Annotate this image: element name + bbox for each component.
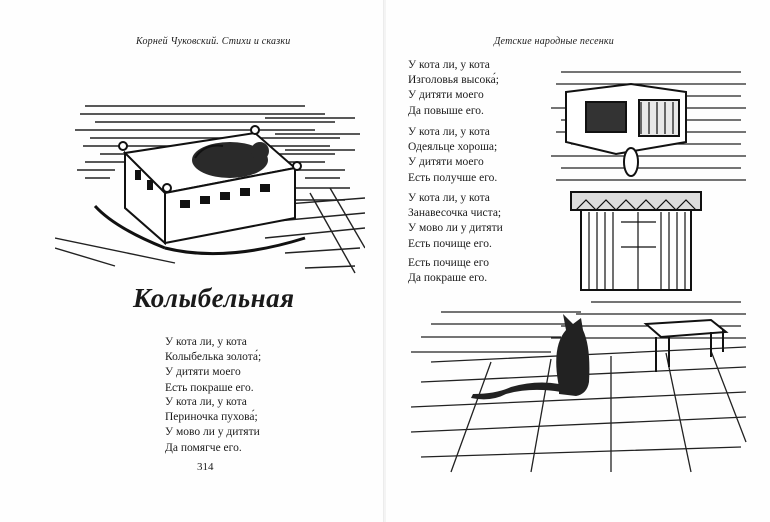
verse-line: У мово ли у дитяти <box>165 426 260 439</box>
verse-line: У мово ли у дитяти <box>408 222 503 235</box>
verse-line: У дитяти моего <box>408 89 484 102</box>
cradle-illustration <box>55 88 365 278</box>
verse-line: У дитяти моего <box>408 156 484 169</box>
verse-line: У кота ли, у кота <box>408 192 490 204</box>
verse-line: У кота ли, у кота <box>165 336 247 348</box>
verse-line: Занавесочка чиста; <box>408 207 502 220</box>
right-running-head: Детские народные песенки <box>494 36 614 47</box>
verse-line: У кота ли, у кота <box>408 126 490 138</box>
verse-line: Изголовья высока́; <box>408 74 499 87</box>
verse-line: Одеяльце хороша; <box>408 141 498 154</box>
verse-line: Есть почище его <box>408 257 489 269</box>
left-running-head: Корней Чуковский. Стихи и сказки <box>136 36 291 47</box>
right-page <box>386 0 770 522</box>
verse-line: У дитяти моего <box>165 366 241 379</box>
verse-line: Колыбелька золота́; <box>165 351 262 364</box>
verse-line: Есть получше его. <box>408 171 498 184</box>
left-stanza-1 <box>165 335 261 396</box>
verse-line: Да покраше его. <box>408 272 488 285</box>
verse-line: Периночка пухова́; <box>165 411 258 424</box>
verse-line: У кота ли, у кота <box>408 59 490 71</box>
left-stanza-2 <box>165 395 260 456</box>
verse-line: У кота ли, у кота <box>165 396 247 408</box>
page-number: 314 <box>197 461 214 473</box>
poem-title: Колыбельная <box>133 283 295 313</box>
left-page <box>0 0 384 522</box>
cat-window-illustration <box>411 62 751 477</box>
verse-line: Да повыше его. <box>408 104 484 117</box>
verse-line: Да помягче его. <box>165 441 242 454</box>
verse-line: Есть покраше его. <box>165 381 254 394</box>
verse-line: Есть почище его. <box>408 237 492 250</box>
